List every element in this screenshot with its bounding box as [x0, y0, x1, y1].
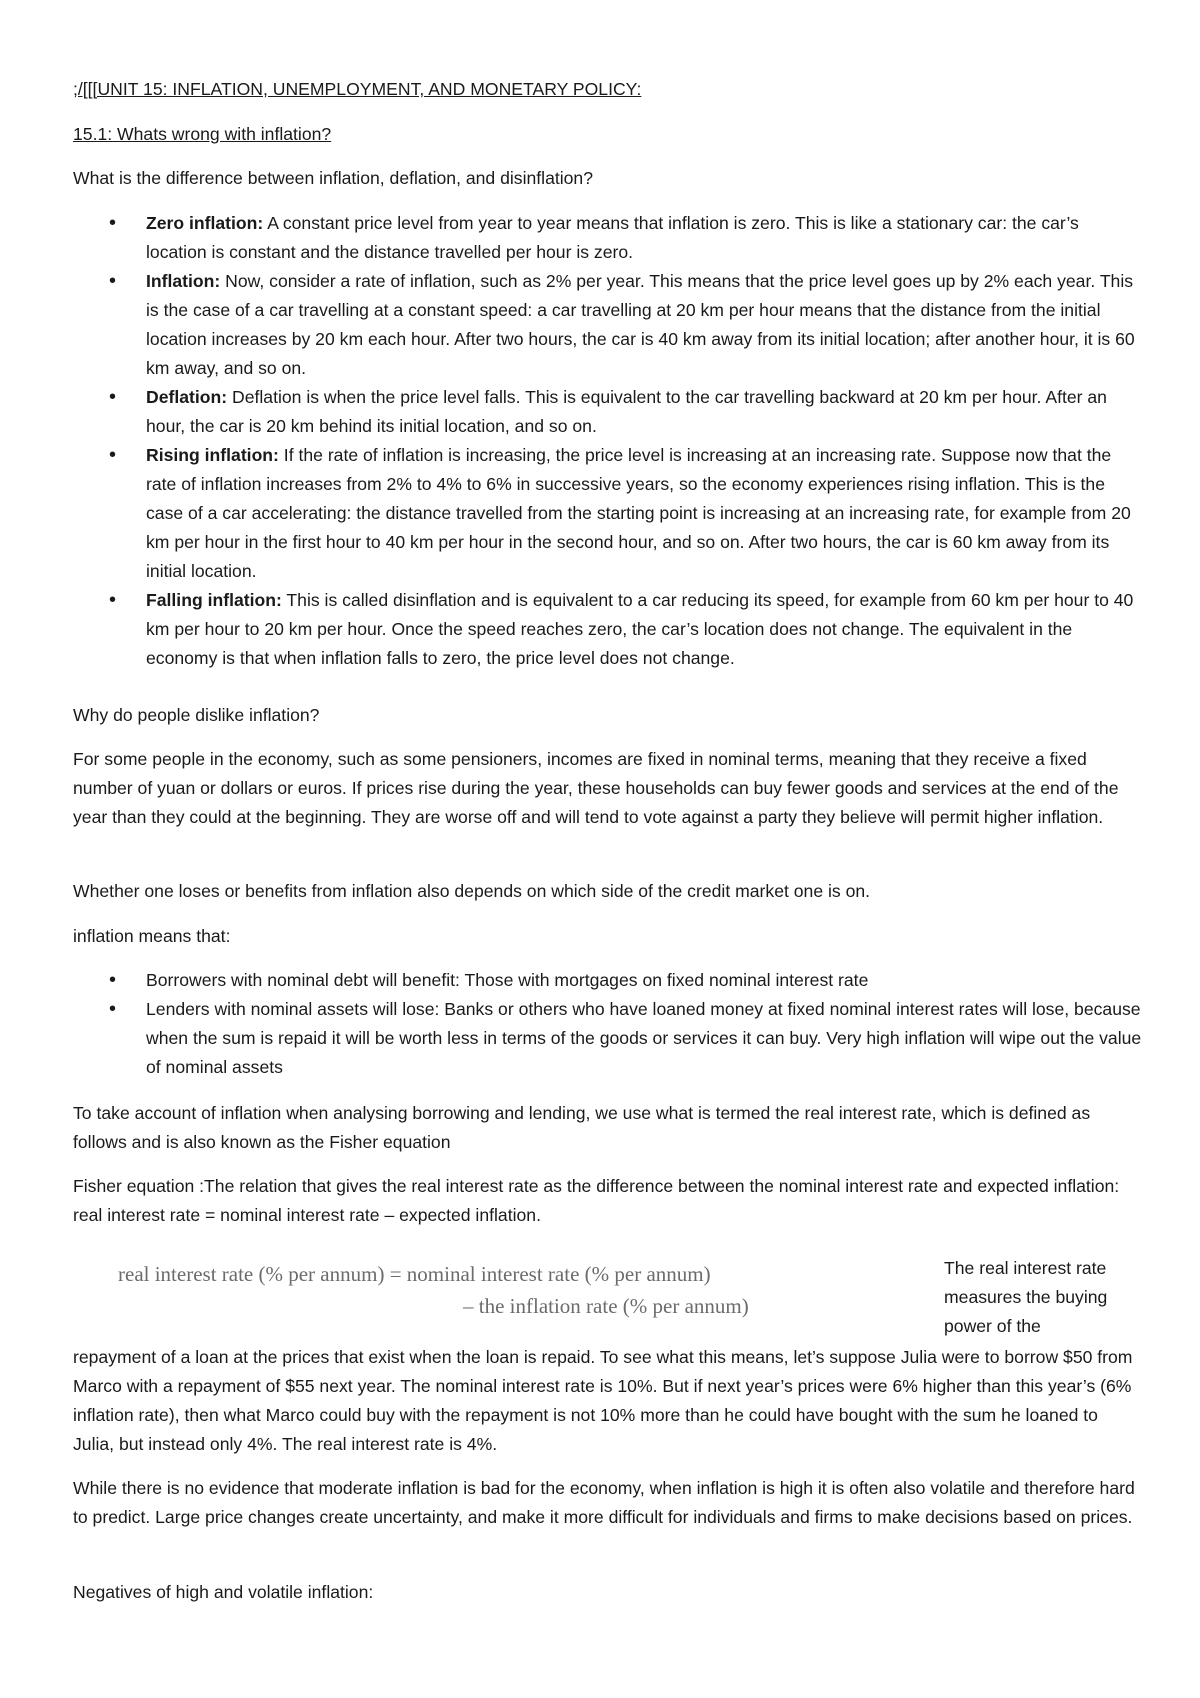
fisher-equation-formula: [118, 1262, 908, 1330]
inflation-types-list: [73, 209, 1143, 673]
unit-title: ;/[[[UNIT 15: INFLATION, UNEMPLOYMENT, AND MONETARY POLICY:: [73, 79, 642, 99]
paragraph-credit-market: Whether one loses or benefits from inflation also depends on which side of the credit market one is on.: [73, 881, 871, 901]
list-item: • Borrowers with nominal debt will benefit: Those with mortgages on fixed nominal interest rate: [73, 966, 1143, 995]
side-note: The real interest rate measures the buying power of the: [944, 1258, 1108, 1336]
borrowers-lenders-list: [73, 966, 1143, 1082]
question-difference: What is the difference between inflation, deflation, and disinflation?: [73, 168, 594, 188]
list-item: • Rising inflation: If the rate of inflation is increasing, the price level is increasing at an increasing rate. Suppose now that the rate of inflation increases from 2% to 4% to 6% in successive years, so the economy experiences rising inflation. This is the case of a car accelerating: the distance travelled from the starting point is increasing at an increasing rate, for example from 20 km per hour in the first hour to 40 km per hour in the second hour, and so on. After two hours, the car is 60 km away from its initial location.: [73, 441, 1143, 586]
formula-line-1: real interest rate (% per annum) = nominal interest rate (% per annum): [118, 1262, 711, 1286]
paragraph-julia-example: repayment of a loan at the prices that exist when the loan is repaid. To see what this means, let’s suppose Julia were to borrow $50 from Marco with a repayment of $55 next year. The nominal interest rate is 10%. But if next year’s prices were 6% higher than this year’s (6% inflation rate), then what Marco could buy with the repayment is not 10% more than he could have bought with the sum he loaned to Julia, but instead only 4%. The real interest rate is 4%.: [73, 1347, 1133, 1454]
paragraph-real-interest-intro: To take account of inflation when analysing borrowing and lending, we use what is termed the real interest rate, which is defined as follows and is also known as the Fisher equation: [73, 1103, 1091, 1152]
section-heading: 15.1: Whats wrong with inflation?: [73, 124, 332, 144]
paragraph-volatility: While there is no evidence that moderate inflation is bad for the economy, when inflation is high it is often also volatile and therefore hard to predict. Large price changes create uncertainty, and make it more difficult for individuals and firms to make decisions based on prices.: [73, 1478, 1135, 1527]
list-item: • Lenders with nominal assets will lose: Banks or others who have loaned money at fixed nominal interest rates will lose, because when the sum is repaid it will be worth less in terms of the goods or services it can buy. Very high inflation will wipe out the value of nominal assets: [73, 995, 1143, 1082]
paragraph-fisher-definition: Fisher equation :The relation that gives the real interest rate as the difference between the nominal interest rate and expected inflation: real interest rate = nominal interest rate – expected inflation.: [73, 1176, 1120, 1225]
list-item: • Falling inflation: This is called disinflation and is equivalent to a car reducing its speed, for example from 60 km per hour to 40 km per hour to 20 km per hour. Once the speed reaches zero, the car’s location does not change. The equivalent in the economy is that when inflation falls to zero, the price level does not change.: [73, 586, 1143, 673]
question-dislike: Why do people dislike inflation?: [73, 705, 320, 725]
paragraph-fixed-incomes: For some people in the economy, such as some pensioners, incomes are fixed in nominal terms, meaning that they receive a fixed number of yuan or dollars or euros. If prices rise during the year, these households can buy fewer goods and services at the end of the year than they could at the beginning. They are worse off and will tend to vote against a party they believe will permit higher inflation.: [73, 749, 1119, 827]
paragraph-negatives-heading: Negatives of high and volatile inflation:: [73, 1582, 374, 1602]
paragraph-inflation-means: inflation means that:: [73, 926, 231, 946]
list-item: • Deflation: Deflation is when the price level falls. This is equivalent to the car travelling backward at 20 km per hour. After an hour, the car is 20 km behind its initial location, and so on.: [73, 383, 1143, 441]
list-item: • Inflation: Now, consider a rate of inflation, such as 2% per year. This means that the price level goes up by 2% each year. This is the case of a car travelling at a constant speed: a car travelling at 20 km per hour means that the distance from the initial location increases by 20 km each hour. After two hours, the car is 40 km away from its initial location; after another hour, it is 60 km away, and so on.: [73, 267, 1143, 383]
formula-line-2: – the inflation rate (% per annum): [463, 1294, 749, 1318]
list-item: • Zero inflation: A constant price level from year to year means that inflation is zero. This is like a stationary car: the car’s location is constant and the distance travelled per hour is zero.: [73, 209, 1143, 267]
